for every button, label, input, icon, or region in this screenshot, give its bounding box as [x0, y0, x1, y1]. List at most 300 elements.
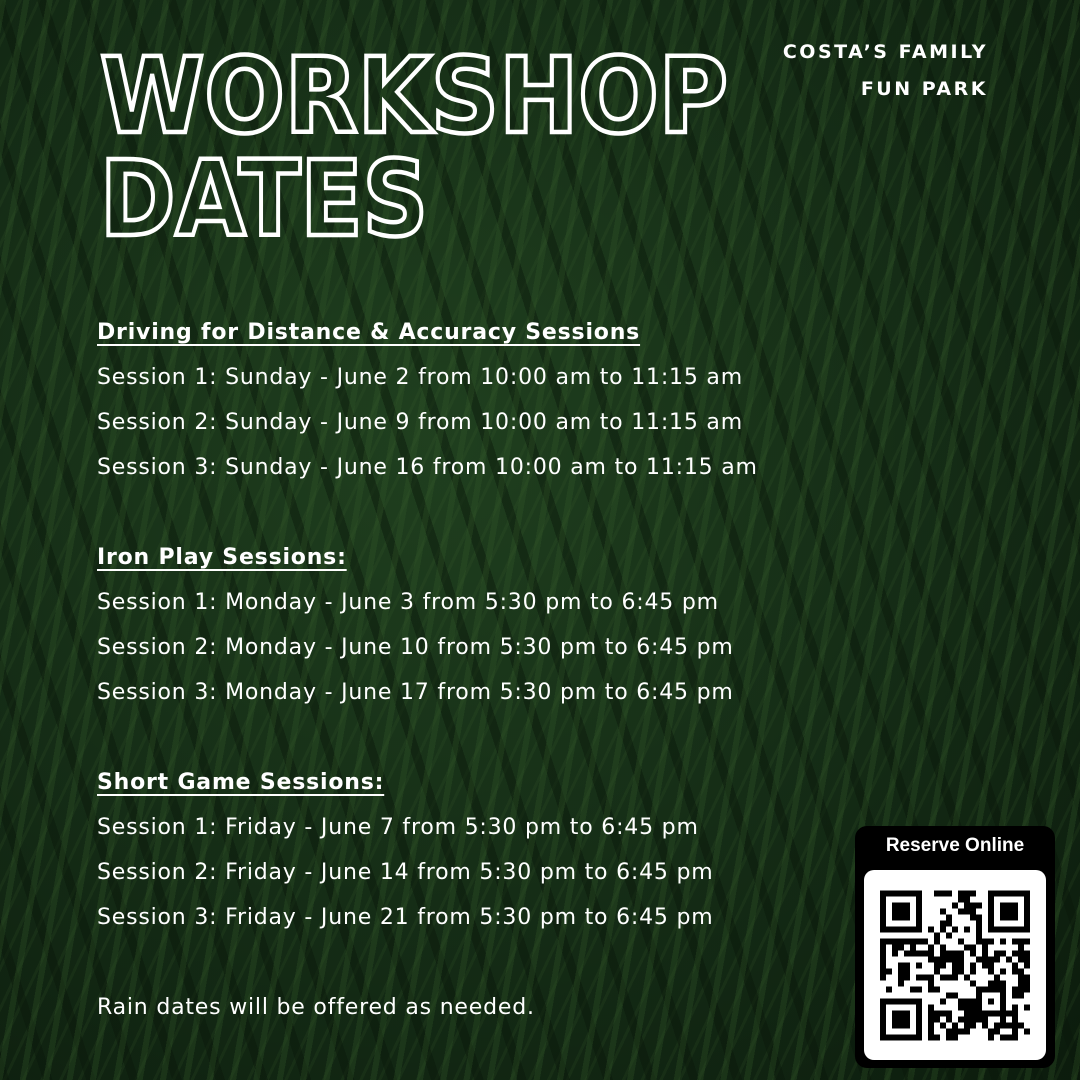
- qr-module: [964, 897, 970, 903]
- qr-module: [982, 957, 988, 963]
- qr-module: [1006, 1035, 1012, 1041]
- qr-module: [928, 1017, 934, 1023]
- qr-module: [1012, 993, 1018, 999]
- qr-module: [964, 1005, 970, 1011]
- qr-module: [1012, 939, 1018, 945]
- qr-code-graphic: [880, 888, 1030, 1043]
- qr-module: [934, 933, 940, 939]
- qr-module: [1000, 1005, 1006, 1011]
- qr-module: [904, 891, 910, 897]
- qr-module: [964, 1029, 970, 1035]
- qr-module: [910, 939, 916, 945]
- qr-module: [904, 963, 910, 969]
- qr-module: [892, 939, 898, 945]
- qr-module: [1024, 981, 1030, 987]
- qr-module: [988, 957, 994, 963]
- qr-module: [958, 1017, 964, 1023]
- qr-module: [1024, 987, 1030, 993]
- qr-module: [904, 915, 910, 921]
- qr-module: [886, 987, 892, 993]
- qr-module: [880, 939, 886, 945]
- qr-module: [892, 1011, 898, 1017]
- qr-module: [970, 981, 976, 987]
- qr-module: [880, 897, 886, 903]
- qr-module: [940, 963, 946, 969]
- qr-module: [1012, 1023, 1018, 1029]
- qr-module: [976, 957, 982, 963]
- qr-module: [1000, 987, 1006, 993]
- qr-module: [910, 927, 916, 933]
- qr-module: [988, 981, 994, 987]
- qr-module: [988, 1035, 994, 1041]
- qr-module: [970, 951, 976, 957]
- qr-module: [910, 999, 916, 1005]
- qr-module: [982, 963, 988, 969]
- qr-module: [952, 903, 958, 909]
- qr-module: [952, 969, 958, 975]
- qr-module: [916, 951, 922, 957]
- qr-module: [898, 927, 904, 933]
- qr-module: [916, 1005, 922, 1011]
- qr-module: [1012, 1029, 1018, 1035]
- qr-module: [1006, 915, 1012, 921]
- qr-module: [934, 1017, 940, 1023]
- qr-module: [934, 987, 940, 993]
- qr-module: [880, 921, 886, 927]
- qr-module: [964, 999, 970, 1005]
- qr-module: [880, 927, 886, 933]
- qr-module: [898, 963, 904, 969]
- qr-module: [880, 1023, 886, 1029]
- qr-module: [928, 957, 934, 963]
- qr-module: [1012, 987, 1018, 993]
- qr-module: [916, 975, 922, 981]
- qr-module: [976, 903, 982, 909]
- qr-module: [880, 975, 886, 981]
- qr-module: [988, 999, 994, 1005]
- qr-module: [1018, 939, 1024, 945]
- qr-module: [970, 1011, 976, 1017]
- qr-module: [934, 963, 940, 969]
- qr-module: [904, 927, 910, 933]
- qr-module: [916, 897, 922, 903]
- qr-module: [904, 1023, 910, 1029]
- qr-module: [958, 969, 964, 975]
- session-item: Session 3: Monday - June 17 from 5:30 pm to 6:45 pm: [97, 680, 734, 705]
- qr-module: [892, 1023, 898, 1029]
- qr-module: [970, 891, 976, 897]
- qr-module: [964, 1011, 970, 1017]
- qr-module: [898, 891, 904, 897]
- section-short-game: [97, 763, 857, 943]
- qr-module: [934, 1035, 940, 1041]
- qr-module: [1000, 927, 1006, 933]
- qr-module: [940, 951, 946, 957]
- qr-module: [1018, 927, 1024, 933]
- qr-module: [1018, 1023, 1024, 1029]
- qr-module: [904, 909, 910, 915]
- qr-module: [928, 981, 934, 987]
- qr-module: [1000, 1017, 1006, 1023]
- qr-module: [934, 891, 940, 897]
- qr-module: [1000, 909, 1006, 915]
- qr-module: [940, 957, 946, 963]
- qr-module: [940, 999, 946, 1005]
- qr-module: [976, 939, 982, 945]
- qr-module: [988, 1011, 994, 1017]
- qr-module: [988, 921, 994, 927]
- qr-module: [946, 1029, 952, 1035]
- qr-module: [880, 957, 886, 963]
- section-title: Driving for Distance & Accuracy Sessions: [97, 320, 641, 345]
- qr-module: [952, 975, 958, 981]
- qr-module: [880, 999, 886, 1005]
- qr-module: [946, 1017, 952, 1023]
- qr-module: [964, 1023, 970, 1029]
- qr-module: [880, 1017, 886, 1023]
- qr-module: [880, 969, 886, 975]
- qr-module: [964, 927, 970, 933]
- qr-module: [1000, 951, 1006, 957]
- qr-module: [940, 909, 946, 915]
- qr-module: [1024, 975, 1030, 981]
- qr-module: [1012, 915, 1018, 921]
- qr-module: [964, 909, 970, 915]
- qr-module: [1024, 915, 1030, 921]
- qr-module: [964, 903, 970, 909]
- session-item: Session 1: Sunday - June 2 from 10:00 am to 11:15 am: [97, 365, 743, 390]
- qr-module: [1000, 969, 1006, 975]
- qr-module: [1024, 957, 1030, 963]
- qr-module: [892, 1035, 898, 1041]
- qr-module: [1018, 987, 1024, 993]
- qr-module: [898, 1035, 904, 1041]
- session-item: Session 2: Sunday - June 9 from 10:00 am to 11:15 am: [97, 410, 743, 435]
- qr-module: [892, 951, 898, 957]
- qr-module: [1006, 903, 1012, 909]
- qr-module: [994, 891, 1000, 897]
- qr-module: [910, 891, 916, 897]
- qr-module: [1024, 909, 1030, 915]
- qr-module: [880, 915, 886, 921]
- qr-module: [982, 951, 988, 957]
- qr-module: [952, 1023, 958, 1029]
- qr-module: [958, 891, 964, 897]
- qr-module: [994, 981, 1000, 987]
- qr-module: [892, 903, 898, 909]
- qr-module: [958, 897, 964, 903]
- section-driving: [97, 313, 857, 493]
- qr-module: [880, 945, 886, 951]
- qr-code-icon[interactable]: [864, 870, 1046, 1060]
- qr-module: [904, 999, 910, 1005]
- qr-module: [1012, 1011, 1018, 1017]
- qr-module: [1012, 963, 1018, 969]
- qr-module: [1024, 951, 1030, 957]
- session-item: Session 2: Friday - June 14 from 5:30 pm to 6:45 pm: [97, 860, 714, 885]
- qr-module: [940, 927, 946, 933]
- qr-module: [958, 1005, 964, 1011]
- qr-module: [898, 999, 904, 1005]
- qr-module: [1006, 957, 1012, 963]
- qr-module: [964, 975, 970, 981]
- qr-module: [994, 975, 1000, 981]
- qr-module: [916, 1017, 922, 1023]
- qr-module: [952, 1035, 958, 1041]
- qr-module: [1000, 939, 1006, 945]
- qr-module: [988, 1029, 994, 1035]
- qr-module: [928, 1023, 934, 1029]
- qr-module: [886, 927, 892, 933]
- qr-module: [886, 1035, 892, 1041]
- qr-module: [940, 975, 946, 981]
- qr-module: [1000, 981, 1006, 987]
- qr-module: [916, 1011, 922, 1017]
- qr-module: [970, 903, 976, 909]
- qr-module: [946, 1035, 952, 1041]
- qr-module: [976, 999, 982, 1005]
- qr-module: [946, 1011, 952, 1017]
- page-title: [96, 30, 746, 250]
- qr-module: [958, 1029, 964, 1035]
- qr-module: [904, 1017, 910, 1023]
- qr-module: [1018, 951, 1024, 957]
- qr-module: [940, 891, 946, 897]
- qr-module: [952, 1029, 958, 1035]
- qr-module: [994, 951, 1000, 957]
- qr-module: [994, 927, 1000, 933]
- qr-module: [988, 927, 994, 933]
- qr-module: [964, 945, 970, 951]
- workshop-schedule: [97, 313, 857, 1033]
- qr-module: [898, 903, 904, 909]
- qr-module: [1024, 903, 1030, 909]
- qr-module: [1018, 945, 1024, 951]
- qr-module: [916, 987, 922, 993]
- qr-module: [988, 891, 994, 897]
- qr-module: [988, 903, 994, 909]
- qr-module: [976, 993, 982, 999]
- qr-module: [1012, 1017, 1018, 1023]
- qr-module: [880, 951, 886, 957]
- qr-module: [982, 945, 988, 951]
- qr-module: [1024, 1029, 1030, 1035]
- qr-module: [880, 909, 886, 915]
- qr-module: [916, 903, 922, 909]
- qr-module: [988, 909, 994, 915]
- qr-module: [952, 927, 958, 933]
- qr-module: [892, 891, 898, 897]
- reserve-online-label: Reserve Online: [885, 835, 1025, 856]
- qr-module: [1024, 921, 1030, 927]
- qr-module: [1000, 891, 1006, 897]
- qr-module: [916, 909, 922, 915]
- qr-module: [988, 897, 994, 903]
- qr-module: [916, 915, 922, 921]
- session-item: Session 1: Monday - June 3 from 5:30 pm to 6:45 pm: [97, 590, 719, 615]
- brand-line-1: COSTA’S FAMILY: [782, 41, 988, 63]
- qr-module: [946, 951, 952, 957]
- qr-module: [910, 945, 916, 951]
- qr-module: [982, 1011, 988, 1017]
- qr-module: [928, 1029, 934, 1035]
- qr-module: [982, 1023, 988, 1029]
- qr-module: [916, 939, 922, 945]
- qr-module: [946, 993, 952, 999]
- qr-module: [1006, 927, 1012, 933]
- qr-module: [964, 891, 970, 897]
- qr-module: [892, 927, 898, 933]
- qr-module: [1018, 981, 1024, 987]
- qr-module: [964, 1017, 970, 1023]
- qr-module: [886, 891, 892, 897]
- qr-module: [946, 891, 952, 897]
- qr-module: [994, 1011, 1000, 1017]
- qr-module: [952, 963, 958, 969]
- qr-module: [1012, 909, 1018, 915]
- qr-module: [892, 999, 898, 1005]
- qr-module: [988, 915, 994, 921]
- qr-module: [1000, 1023, 1006, 1029]
- qr-module: [1000, 999, 1006, 1005]
- qr-module: [988, 939, 994, 945]
- qr-module: [892, 945, 898, 951]
- qr-module: [994, 987, 1000, 993]
- qr-module: [976, 1011, 982, 1017]
- section-title: Iron Play Sessions:: [97, 545, 347, 570]
- qr-module: [970, 915, 976, 921]
- qr-module: [898, 939, 904, 945]
- qr-module: [970, 1017, 976, 1023]
- qr-module: [910, 1035, 916, 1041]
- brand-name: [783, 34, 988, 108]
- qr-module: [940, 921, 946, 927]
- qr-module: [976, 927, 982, 933]
- qr-module: [916, 1029, 922, 1035]
- qr-module: [898, 969, 904, 975]
- qr-module: [976, 933, 982, 939]
- title-line-1: WORKSHOP: [100, 35, 728, 157]
- qr-module: [958, 951, 964, 957]
- qr-module: [1024, 927, 1030, 933]
- qr-module: [952, 951, 958, 957]
- qr-module: [898, 981, 904, 987]
- qr-module: [1000, 993, 1006, 999]
- session-item: Session 2: Monday - June 10 from 5:30 pm to 6:45 pm: [97, 635, 734, 660]
- qr-module: [916, 963, 922, 969]
- qr-module: [1018, 957, 1024, 963]
- qr-module: [994, 957, 1000, 963]
- qr-module: [940, 945, 946, 951]
- rain-date-note: Rain dates will be offered as needed.: [97, 995, 535, 1020]
- qr-module: [970, 963, 976, 969]
- qr-module: [898, 1017, 904, 1023]
- qr-module: [904, 1035, 910, 1041]
- qr-module: [928, 945, 934, 951]
- qr-module: [976, 915, 982, 921]
- qr-module: [988, 969, 994, 975]
- qr-module: [934, 957, 940, 963]
- qr-module: [910, 987, 916, 993]
- qr-module: [1012, 927, 1018, 933]
- qr-module: [898, 1011, 904, 1017]
- qr-module: [976, 1005, 982, 1011]
- qr-module: [886, 999, 892, 1005]
- title-line-2: DATES: [100, 138, 428, 250]
- qr-module: [1018, 993, 1024, 999]
- qr-module: [994, 1029, 1000, 1035]
- qr-module: [922, 951, 928, 957]
- qr-module: [1018, 891, 1024, 897]
- qr-module: [1024, 963, 1030, 969]
- qr-module: [904, 939, 910, 945]
- qr-module: [886, 969, 892, 975]
- qr-module: [922, 939, 928, 945]
- qr-module: [1006, 1023, 1012, 1029]
- qr-module: [988, 987, 994, 993]
- qr-module: [928, 975, 934, 981]
- qr-module: [970, 1005, 976, 1011]
- qr-module: [916, 927, 922, 933]
- brand-line-2: FUN PARK: [860, 78, 988, 100]
- qr-module: [928, 1035, 934, 1041]
- qr-module: [940, 1023, 946, 1029]
- qr-module: [952, 993, 958, 999]
- qr-module: [898, 945, 904, 951]
- qr-module: [880, 1029, 886, 1035]
- qr-module: [970, 969, 976, 975]
- qr-module: [982, 1017, 988, 1023]
- qr-module: [928, 1011, 934, 1017]
- qr-module: [1024, 897, 1030, 903]
- qr-module: [916, 891, 922, 897]
- qr-module: [1018, 969, 1024, 975]
- qr-module: [1012, 969, 1018, 975]
- qr-module: [952, 957, 958, 963]
- qr-module: [1018, 975, 1024, 981]
- qr-module: [946, 921, 952, 927]
- qr-module: [916, 921, 922, 927]
- qr-module: [1012, 1035, 1018, 1041]
- qr-module: [880, 963, 886, 969]
- qr-module: [928, 927, 934, 933]
- qr-module: [946, 915, 952, 921]
- qr-module: [1000, 1011, 1006, 1017]
- session-item: Session 3: Friday - June 21 from 5:30 pm to 6:45 pm: [97, 905, 714, 930]
- qr-module: [1000, 915, 1006, 921]
- qr-module: [970, 999, 976, 1005]
- qr-module: [970, 909, 976, 915]
- qr-module: [880, 1011, 886, 1017]
- qr-module: [958, 957, 964, 963]
- qr-module: [904, 975, 910, 981]
- qr-module: [928, 951, 934, 957]
- qr-module: [928, 1005, 934, 1011]
- qr-module: [880, 1005, 886, 1011]
- qr-module: [970, 945, 976, 951]
- session-item: Session 3: Sunday - June 16 from 10:00 am to 11:15 am: [97, 455, 758, 480]
- qr-module: [958, 999, 964, 1005]
- qr-module: [934, 1011, 940, 1017]
- qr-module: [982, 987, 988, 993]
- qr-module: [1012, 903, 1018, 909]
- qr-module: [970, 1023, 976, 1029]
- qr-module: [898, 975, 904, 981]
- qr-module: [916, 999, 922, 1005]
- qr-module: [946, 975, 952, 981]
- qr-module: [976, 987, 982, 993]
- reserve-online-card[interactable]: [855, 826, 1055, 1068]
